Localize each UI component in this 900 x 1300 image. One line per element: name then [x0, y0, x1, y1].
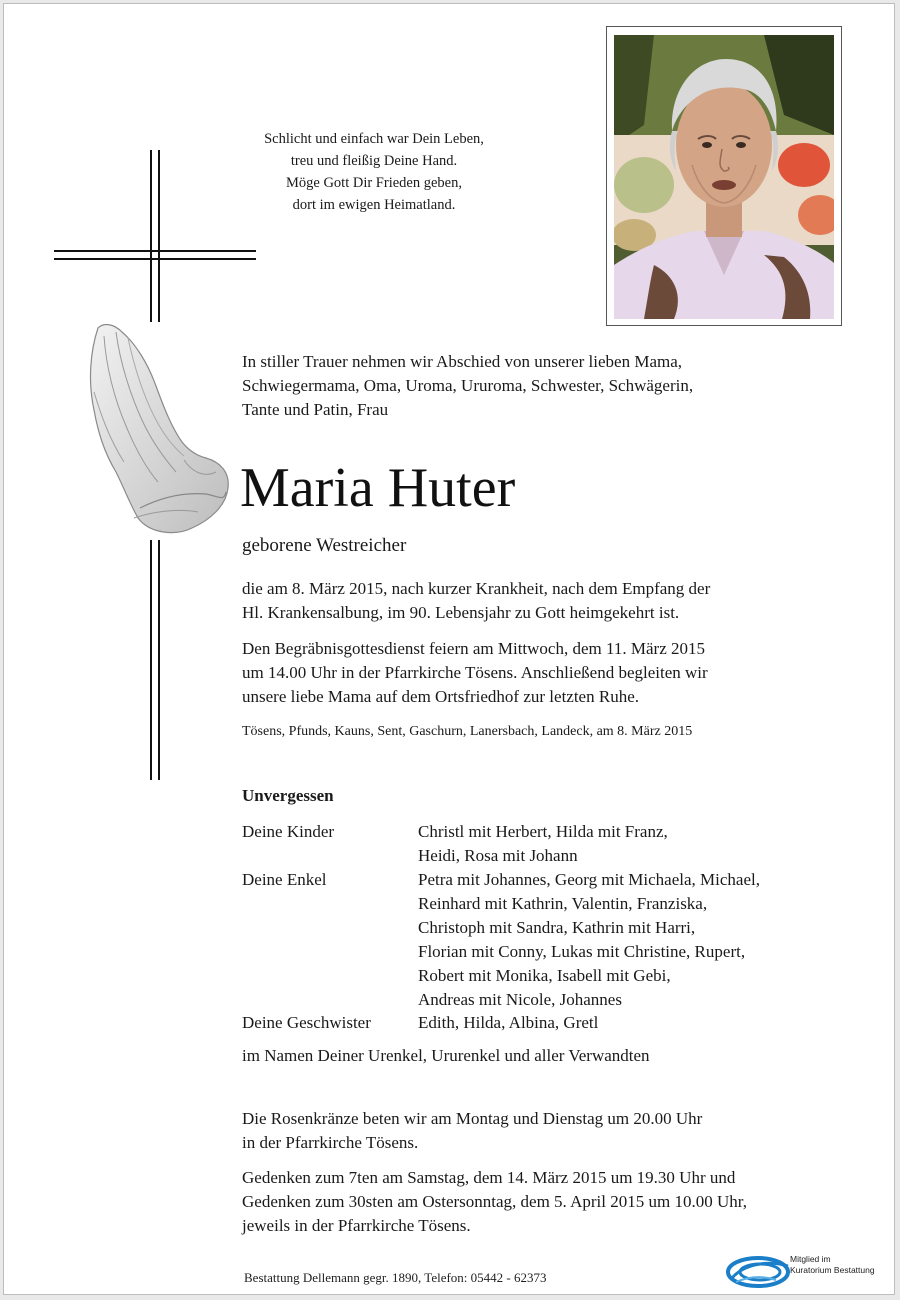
funeral-info — [242, 637, 842, 709]
mourner-line: Christl mit Herbert, Hilda mit Franz, — [418, 822, 668, 841]
mourner-line: Christoph mit Sandra, Kathrin mit Harri, — [418, 918, 696, 937]
obituary-card — [3, 3, 895, 1295]
poem-line: dort im ewigen Heimatland. — [292, 197, 456, 213]
mourner-line: Petra mit Johannes, Georg mit Michaela, Michael, — [418, 870, 760, 889]
mourner-line: Florian mit Conny, Lukas mit Christine, Rupert, — [418, 942, 746, 961]
poem — [224, 128, 524, 216]
logo-caption-line: Kuratorium Bestattung — [790, 1265, 875, 1275]
poem-line: Möge Gott Dir Frieden geben, — [286, 175, 462, 191]
mourner-group-names — [418, 868, 858, 1012]
places-and-date: Tösens, Pfunds, Kauns, Sent, Gaschurn, Lanersbach, Landeck, am 8. März 2015 — [242, 724, 693, 739]
birth-name: geborene Westreicher — [242, 535, 407, 556]
mourner-line: Andreas mit Nicole, Johannes — [418, 990, 622, 1009]
mourner-group-names — [418, 820, 858, 868]
poem-line: Schlicht und einfach war Dein Leben, — [264, 131, 484, 147]
praying-hands-icon — [80, 322, 230, 540]
mourner-group-label: Deine Kinder — [242, 822, 335, 841]
mourners-closing: im Namen Deiner Urenkel, Ururenkel und aller Verwandten — [242, 1046, 650, 1065]
cross-horizontal-line-bottom — [54, 258, 256, 260]
cross-horizontal-line-top — [54, 250, 256, 252]
logo-caption — [790, 1254, 880, 1276]
funeral-line: unsere liebe Mama auf dem Ortsfriedhof zur letzten Ruhe. — [242, 687, 639, 706]
death-notice-line: die am 8. März 2015, nach kurzer Krankheit, nach dem Empfang der — [242, 579, 711, 598]
intro-text — [242, 350, 842, 422]
mourner-group-label: Deine Enkel — [242, 870, 327, 889]
mourner-group-label: Deine Geschwister — [242, 1013, 371, 1032]
kuratorium-logo-icon — [724, 1250, 794, 1290]
deceased-name: Maria Huter — [240, 457, 516, 519]
rosary-line: in der Pfarrkirche Tösens. — [242, 1133, 419, 1152]
intro-line: In stiller Trauer nehmen wir Abschied von unserer lieben Mama, — [242, 352, 683, 371]
mourner-line: Robert mit Monika, Isabell mit Gebi, — [418, 966, 671, 985]
memorial-info — [242, 1166, 852, 1238]
rosary-line: Die Rosenkränze beten wir am Montag und Dienstag um 20.00 Uhr — [242, 1109, 703, 1128]
memorial-line: jeweils in der Pfarrkirche Tösens. — [242, 1216, 471, 1235]
death-notice-line: Hl. Krankensalbung, im 90. Lebensjahr zu Gott heimgekehrt ist. — [242, 603, 680, 622]
mourners-heading: Unvergessen — [242, 786, 334, 805]
death-notice — [242, 577, 842, 625]
funeral-line: um 14.00 Uhr in der Pfarrkirche Tösens. Anschließend begleiten wir — [242, 663, 708, 682]
rosary-info — [242, 1107, 842, 1155]
intro-line: Schwiegermama, Oma, Uroma, Ururoma, Schwester, Schwägerin, — [242, 376, 694, 395]
mourner-line: Edith, Hilda, Albina, Gretl — [418, 1013, 599, 1032]
portrait-photo — [614, 35, 834, 319]
mourner-line: Heidi, Rosa mit Johann — [418, 846, 578, 865]
funeral-line: Den Begräbnisgottesdienst feiern am Mittwoch, dem 11. März 2015 — [242, 639, 705, 658]
memorial-line: Gedenken zum 7ten am Samstag, dem 14. März 2015 um 19.30 Uhr und — [242, 1168, 736, 1187]
intro-line: Tante und Patin, Frau — [242, 400, 389, 419]
memorial-line: Gedenken zum 30sten am Ostersonntag, dem 5. April 2015 um 10.00 Uhr, — [242, 1192, 747, 1211]
mourner-group-names — [418, 1011, 858, 1035]
logo-caption-line: Mitglied im — [790, 1254, 831, 1264]
mourner-line: Reinhard mit Kathrin, Valentin, Franziska, — [418, 894, 708, 913]
poem-line: treu und fleißig Deine Hand. — [290, 153, 458, 169]
undertaker-info: Bestattung Dellemann gegr. 1890, Telefon: 05442 - 62373 — [244, 1270, 547, 1285]
